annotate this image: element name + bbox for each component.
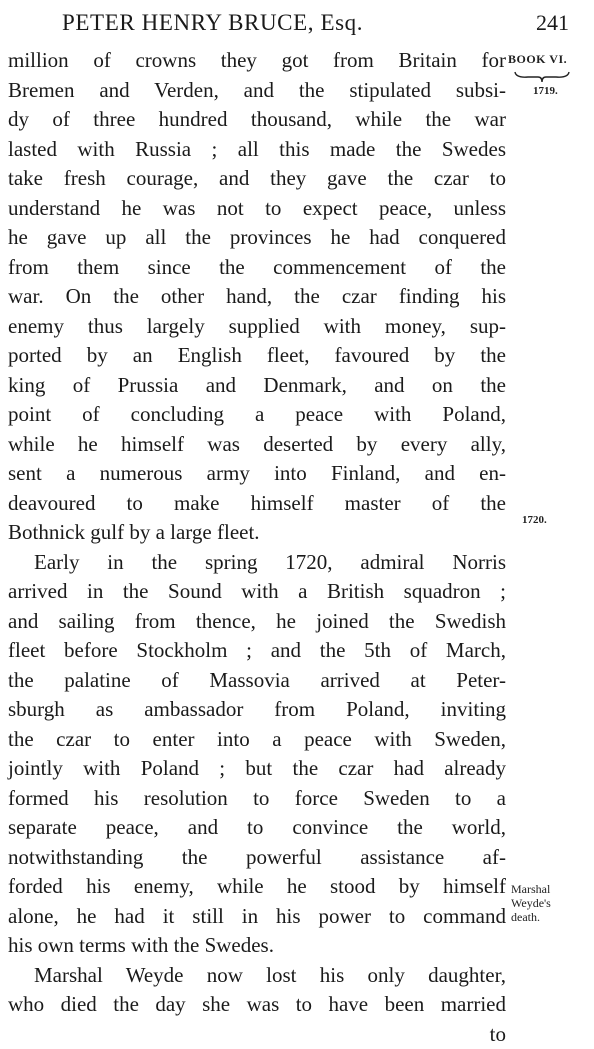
text-line: separate peace, and to convince the world, <box>8 813 506 843</box>
text-line: fleet before Stockholm ; and the 5th of March, <box>8 636 506 666</box>
text-line: who died the day she was to have been married <box>8 990 506 1020</box>
margin-note-line: Weyde's <box>511 896 581 910</box>
text-line: his own terms with the Swedes. <box>8 931 506 961</box>
text-line: from them since the commencement of the <box>8 253 506 283</box>
margin-year-1719: 1719. <box>533 85 558 97</box>
text-line: Bremen and Verden, and the stipulated subsi- <box>8 76 506 106</box>
text-line: while he himself was deserted by every ally, <box>8 430 506 460</box>
page-header <box>0 4 594 44</box>
catchword: to <box>8 1020 506 1049</box>
text-line: jointly with Poland ; but the czar had already <box>8 754 506 784</box>
text-line: war. On the other hand, the czar finding his <box>8 282 506 312</box>
text-line: enemy thus largely supplied with money, sup- <box>8 312 506 342</box>
text-line: million of crowns they got from Britain for <box>8 46 506 76</box>
margin-note-weyde-death <box>511 882 581 924</box>
text-line: sent a numerous army into Finland, and en- <box>8 459 506 489</box>
text-line: alone, he had it still in his power to command <box>8 902 506 932</box>
margin-note-line: death. <box>511 910 581 924</box>
text-line: notwithstanding the powerful assistance af- <box>8 843 506 873</box>
margin-brace-icon <box>514 70 570 84</box>
text-line: the palatine of Massovia arrived at Peter- <box>8 666 506 696</box>
text-line: he gave up all the provinces he had conquered <box>8 223 506 253</box>
page-number: 241 <box>536 10 569 36</box>
text-line: take fresh courage, and they gave the czar to <box>8 164 506 194</box>
text-line: sburgh as ambassador from Poland, inviting <box>8 695 506 725</box>
text-line: forded his enemy, while he stood by himself <box>8 872 506 902</box>
text-line: ported by an English fleet, favoured by the <box>8 341 506 371</box>
text-line: formed his resolution to force Sweden to a <box>8 784 506 814</box>
text-line: the czar to enter into a peace with Sweden, <box>8 725 506 755</box>
text-line: understand he was not to expect peace, unless <box>8 194 506 224</box>
text-line: point of concluding a peace with Poland, <box>8 400 506 430</box>
text-line: arrived in the Sound with a British squadron ; <box>8 577 506 607</box>
text-line: lasted with Russia ; all this made the Swedes <box>8 135 506 165</box>
text-line: Marshal Weyde now lost his only daughter, <box>8 961 506 991</box>
text-line: dy of three hundred thousand, while the war <box>8 105 506 135</box>
text-line: king of Prussia and Denmark, and on the <box>8 371 506 401</box>
margin-note-line: Marshal <box>511 882 581 896</box>
text-line: Bothnick gulf by a large fleet. <box>8 518 506 548</box>
body-text <box>8 46 506 1049</box>
margin-year-1720: 1720. <box>522 514 547 526</box>
text-line: Early in the spring 1720, admiral Norris <box>8 548 506 578</box>
text-line: deavoured to make himself master of the <box>8 489 506 519</box>
running-head: PETER HENRY BRUCE, Esq. <box>62 10 363 36</box>
text-line: and sailing from thence, he joined the Swedish <box>8 607 506 637</box>
margin-book-label: BOOK VI. <box>508 52 567 67</box>
